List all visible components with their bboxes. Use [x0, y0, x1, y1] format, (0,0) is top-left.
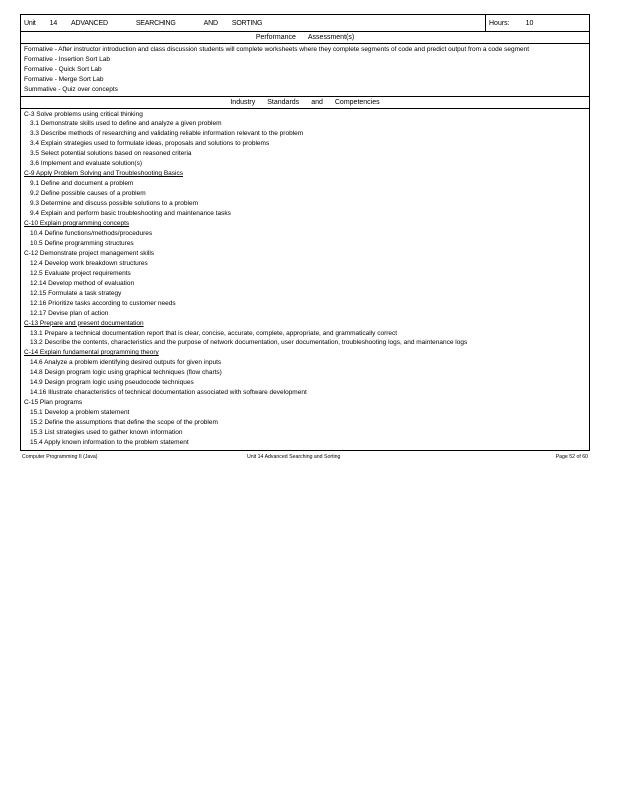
competency-item: 3.6 Implement and evaluate solution(s) — [30, 160, 143, 168]
assessment-list — [20, 44, 590, 97]
competency-item: 15.3 List strategies used to gather known information — [30, 429, 183, 437]
unit-header — [20, 14, 590, 32]
competency-item: 3.1 Demonstrate skills used to define and analyze a given problem — [30, 120, 222, 128]
competency-heading: C-13 Prepare and present documentation — [24, 319, 144, 327]
assessment-heading — [20, 32, 590, 44]
unit-title-word: SEARCHING — [135, 19, 176, 27]
competency-item: 14.6 Analyze a problem identifying desired outputs for given inputs — [30, 359, 222, 367]
standards-heading — [20, 97, 590, 109]
competency-item: 14.16 Illustrate characteristics of technical documentation associated with software development — [30, 389, 307, 397]
competency-item: 10.5 Define programming structures — [30, 239, 134, 247]
competency-heading: C-10 Explain programming concepts — [24, 220, 130, 228]
unit-title — [21, 15, 485, 31]
assessment-line: Summative - Quiz over concepts — [24, 85, 118, 93]
competency-item: 15.1 Develop a problem statement — [30, 409, 130, 417]
unit-title-word: SORTING — [231, 19, 263, 27]
competency-heading: C-3 Solve problems using critical thinking — [24, 110, 143, 118]
competency-item: 12.15 Formulate a task strategy — [30, 289, 122, 297]
document-page — [20, 14, 590, 451]
heading-word: and — [311, 98, 323, 106]
unit-title-word: ADVANCED — [71, 19, 108, 27]
unit-number: 14 — [49, 19, 58, 27]
competency-item: 12.17 Devise plan of action — [30, 309, 109, 317]
standards-list — [20, 109, 590, 451]
competency-item: 12.4 Develop work breakdown structures — [30, 259, 148, 267]
competency-item: 9.4 Explain and perform basic troubleshooting and maintenance tasks — [30, 210, 231, 218]
competency-item: 9.3 Determine and discuss possible solutions to a problem — [30, 200, 199, 208]
heading-word: Standards — [267, 98, 300, 106]
competency-item: 3.5 Select potential solutions based on reasoned criteria — [30, 150, 192, 158]
competency-item: 3.3 Describe methods of researching and validating reliable information relevant to the problem — [30, 130, 304, 138]
hours-label: Hours: — [489, 19, 510, 27]
competency-item: 13.1 Prepare a technical documentation report that is clear, concise, accurate, complete, appropriate, and grammatically correct — [30, 329, 398, 337]
heading-word: Performance — [255, 34, 296, 41]
competency-heading: C-9 Apply Problem Solving and Troubleshooting Basics — [24, 170, 183, 178]
footer-page: Page 52 of 60 — [555, 454, 588, 460]
competency-item: 9.1 Define and document a problem — [30, 180, 134, 188]
assessment-line: Formative - Insertion Sort Lab — [24, 55, 110, 63]
footer-unit: Unit 14 Advanced Searching and Sorting — [247, 454, 341, 460]
assessment-line: Formative - After instructor introduction and class discussion students will complete worksheets where they complete segments of code and predict output from a code segment — [24, 46, 530, 53]
competency-item: 9.2 Define possible causes of a problem — [30, 190, 146, 198]
heading-word: Industry — [230, 98, 256, 106]
hours-cell — [485, 15, 589, 31]
assessment-line: Formative - Quick Sort Lab — [24, 65, 102, 73]
unit-label: Unit — [24, 19, 36, 27]
competency-heading: C-12 Demonstrate project management skills — [24, 249, 155, 257]
competency-item: 14.8 Design program logic using graphical techniques (flow charts) — [30, 369, 222, 377]
footer-course: Computer Programming II (Java) — [22, 454, 98, 460]
competency-item: 12.16 Prioritize tasks according to customer needs — [30, 299, 176, 307]
competency-heading: C-15 Plan programs — [24, 399, 83, 407]
competency-item: 3.4 Explain strategies used to formulate ideas, proposals and solutions to problems — [30, 140, 270, 148]
competency-item: 10.4 Define functions/methods/procedures — [30, 229, 153, 237]
competency-heading: C-14 Explain fundamental programming theory — [24, 349, 159, 357]
competency-item: 14.9 Design program logic using pseudocode techniques — [30, 379, 194, 387]
heading-word: Assessment(s) — [307, 34, 355, 41]
unit-title-word: AND — [203, 19, 218, 27]
competency-item: 15.4 Apply known information to the problem statement — [30, 438, 189, 446]
heading-word: Competencies — [334, 98, 380, 106]
competency-item: 12.5 Evaluate project requirements — [30, 269, 131, 277]
assessment-line: Formative - Merge Sort Lab — [24, 75, 104, 83]
competency-item: 13.2 Describe the contents, characteristics and the purpose of network documentation, user documentation, troubleshooting logs, and maintenance logs — [30, 339, 468, 347]
competency-item: 12.14 Develop method of evaluation — [30, 279, 135, 287]
page-footer — [22, 454, 588, 460]
hours-value: 10 — [525, 19, 534, 27]
competency-item: 15.2 Define the assumptions that define the scope of the problem — [30, 419, 218, 427]
